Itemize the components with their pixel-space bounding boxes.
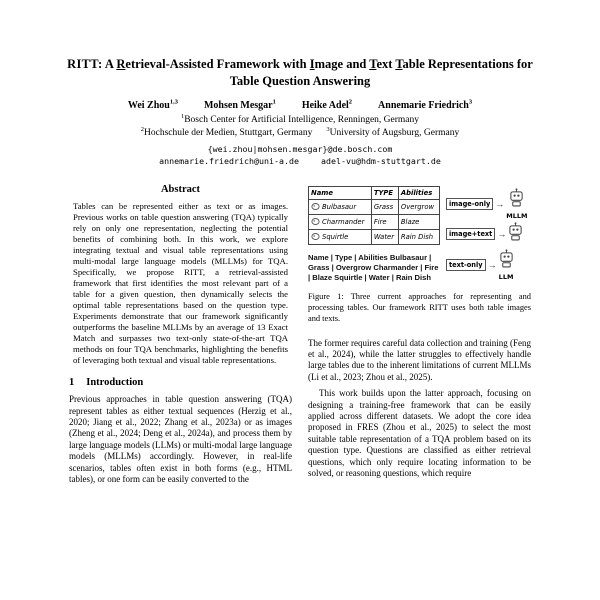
- author-mohsen-mesgar: Mohsen Mesgar$^1$: [203, 98, 276, 111]
- table-row: Squirtle Water Rain Dish: [309, 229, 440, 244]
- contact-emails: [0, 143, 600, 168]
- email-line-1: {wei.zhou|mohsen.mesgar}@de.bosch.com: [207, 143, 393, 154]
- robot-icon: [499, 249, 514, 273]
- figure-1-caption: Figure 1: Three current approaches for representing and processing tables. Our framework RITT uses both table images and texts.: [308, 292, 531, 323]
- robot-icon: [508, 222, 523, 246]
- table-text-representation: Name | Type | Abilities Bulbasaur | Grass | Overgrow Charmander | Fire | Blaze Squirtle | Water | Rain Dish: [308, 252, 439, 282]
- squirtle-icon: [311, 232, 320, 242]
- figure-routes: [446, 186, 531, 284]
- arrow-icon: →: [497, 229, 507, 240]
- col-header-name: Name: [309, 186, 372, 199]
- paper-title: RITT: A Retrieval-Assisted Framework with Image and Text Table Representations for Table Question Answering: [67, 57, 533, 88]
- email-line-2: annemarie.friedrich@uni-a.de adel-vu@hdm-stuttgart.de: [159, 156, 441, 167]
- arrow-icon: →: [487, 260, 497, 271]
- col-header-type: TYPE: [371, 186, 398, 199]
- ritt-robot-group: [508, 222, 523, 246]
- left-column: [69, 184, 292, 491]
- body-paragraph-1: The former requires careful data collection and training (Feng et al., 2024), while the latter struggles to effectively handle large tables due to the inherent limitations of current MLLMs (Li et al., 2023; Zhou et al., 2025).: [308, 337, 531, 382]
- section-number: 1: [69, 377, 75, 389]
- affiliation-1: $^1$Bosch Center for Artificial Intelligence, Renningen, Germany: [180, 112, 420, 125]
- author-wei-zhou: Wei Zhou$^{1,3}$: [127, 98, 178, 111]
- mllm-robot-group: [506, 188, 527, 220]
- right-column: [308, 184, 531, 491]
- section-1-heading: [69, 377, 292, 388]
- col-header-abilities: Abilities: [398, 186, 439, 199]
- image-text-label: image+text: [446, 228, 495, 240]
- image-only-label: image-only: [446, 198, 493, 210]
- robot-icon: [509, 188, 524, 212]
- charmander-icon: [311, 217, 320, 227]
- abstract-heading: Abstract: [160, 183, 201, 195]
- pokemon-table-image: [308, 186, 440, 245]
- text-only-label: text-only: [446, 259, 486, 271]
- title-acronym: RITT:: [67, 57, 103, 71]
- affiliation-2-3: $^2$Hochschule der Medien, Stuttgart, Germany $^3$University of Augsburg, Germany: [140, 125, 460, 138]
- route-image-only: [446, 188, 531, 220]
- llm-label: LLM: [498, 273, 514, 282]
- intro-paragraph: Previous approaches in table question answering (TQA) represent tables as either textual sequences (Herzig et al., 2020; Jiang et al., 2022; Zhang et al., 2023a) or as images (Zheng et al., 2024; Deng et al., 2024a), and process them by large language models (LLMs) or multi-modal large language models (MLLMs) accordingly. However, in real-life scenarios, tables often exist in both forms (e.g., HTML tables), or one form can be easily converted to the: [69, 394, 292, 485]
- arrow-icon: →: [495, 198, 505, 209]
- bulbasaur-icon: [311, 202, 320, 212]
- table-row: Bulbasaur Grass Overgrow: [309, 199, 440, 214]
- llm-robot-group: [499, 249, 514, 281]
- route-image-text: [446, 222, 531, 246]
- author-heike-adel: Heike Adel$^2$: [301, 98, 353, 111]
- affiliations: [0, 114, 600, 140]
- author-list: [0, 100, 600, 111]
- mllm-label: MLLM: [506, 211, 528, 220]
- figure-table-area: [308, 186, 440, 284]
- table-row: Charmander Fire Blaze: [309, 214, 440, 229]
- body-paragraph-2: This work builds upon the latter approach, focusing on designing a training-free framework that can be easily applied across different datasets. We adopt the core idea proposed in FRES (Zhou et al., 2025) to select the most suitable table representation of a TQA problem based on its question type. Questions are classified as either retrieval questions, which only require locating information to be solved, or reasoning questions, which require: [308, 388, 531, 479]
- section-title: Introduction: [86, 377, 144, 389]
- figure-1: [308, 186, 531, 284]
- author-annemarie-friedrich: Annemarie Friedrich$^3$: [378, 98, 473, 111]
- abstract-text: Tables can be represented either as text or as images. Previous works on table question answering (TQA) typically rely on only one representation, neglecting the potential benefits of combining both. In this work, we explore integrating textual and visual table representations using multi-modal large language models (MLLMs) for TQA. Specifically, we propose RITT, a retrieval-assisted framework that first identifies the most relevant part of a table for a given question, then dynamically selects the optimal table representations based on the question type. Experiments demonstrate that our framework significantly outperforms the baseline MLLMs by an average of 13 Exact Match and surpasses two text-only state-of-the-art TQA methods on four TQA benchmarks, highlighting the benefits of leveraging both textual and visual table representations.: [73, 200, 288, 366]
- route-text-only: [446, 249, 531, 281]
- two-column-layout: [69, 184, 531, 491]
